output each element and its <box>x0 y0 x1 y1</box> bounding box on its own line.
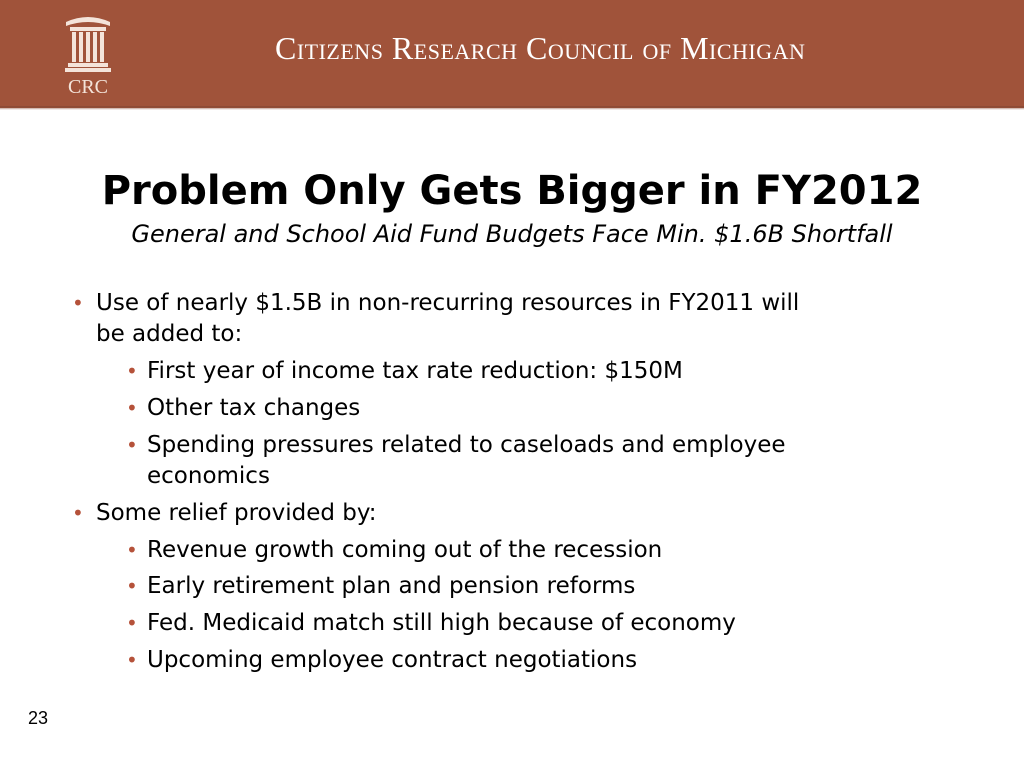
bullet-icon: • <box>126 433 138 457</box>
sub-bullet-item <box>126 393 361 424</box>
sub-bullet-item <box>126 645 638 676</box>
bullet-text-continued <box>96 319 242 350</box>
bullet-item <box>72 498 377 529</box>
sub-bullet-item <box>126 571 636 602</box>
slide-title: Problem Only Gets Bigger in FY2012 <box>101 168 923 214</box>
bullet-icon: • <box>126 359 138 383</box>
sub-bullet-item <box>126 430 786 461</box>
bullet-icon: • <box>126 648 138 672</box>
page-number: 23 <box>28 708 49 728</box>
slide-subtitle: General and School Aid Fund Budgets Face Min. $1.6B Shortfall <box>131 220 893 248</box>
bullet-icon: • <box>72 291 84 315</box>
bullet-icon: • <box>126 611 138 635</box>
sub-bullet-text-continued <box>147 461 270 492</box>
sub-bullet-text: Other tax changes <box>147 395 361 421</box>
sub-bullet-item <box>126 608 736 639</box>
bullet-text: be added to: <box>96 321 243 347</box>
sub-bullet-item <box>126 356 683 387</box>
sub-bullet-text: First year of income tax rate reduction: $150M <box>147 358 683 384</box>
bullet-item <box>72 288 800 319</box>
sub-bullet-text: Early retirement plan and pension reforms <box>147 573 636 599</box>
organization-name: Citizens Research Council of Michigan <box>275 30 806 66</box>
sub-bullet-text: Upcoming employee contract negotiations <box>147 647 638 673</box>
sub-bullet-text: Fed. Medicaid match still high because of economy <box>147 610 736 636</box>
sub-bullet-item <box>126 535 663 566</box>
bullet-icon: • <box>126 538 138 562</box>
sub-bullet-text: economics <box>147 463 270 489</box>
bullet-icon: • <box>126 396 138 420</box>
sub-bullet-text: Revenue growth coming out of the recession <box>147 537 663 563</box>
logo-text: CRC <box>67 76 109 98</box>
bullet-text: Some relief provided by: <box>96 500 377 526</box>
bullet-icon: • <box>72 501 84 525</box>
bullet-text: Use of nearly $1.5B in non-recurring resources in FY2011 will <box>96 290 800 316</box>
bullet-icon: • <box>126 574 138 598</box>
sub-bullet-text: Spending pressures related to caseloads and employee <box>147 432 786 458</box>
